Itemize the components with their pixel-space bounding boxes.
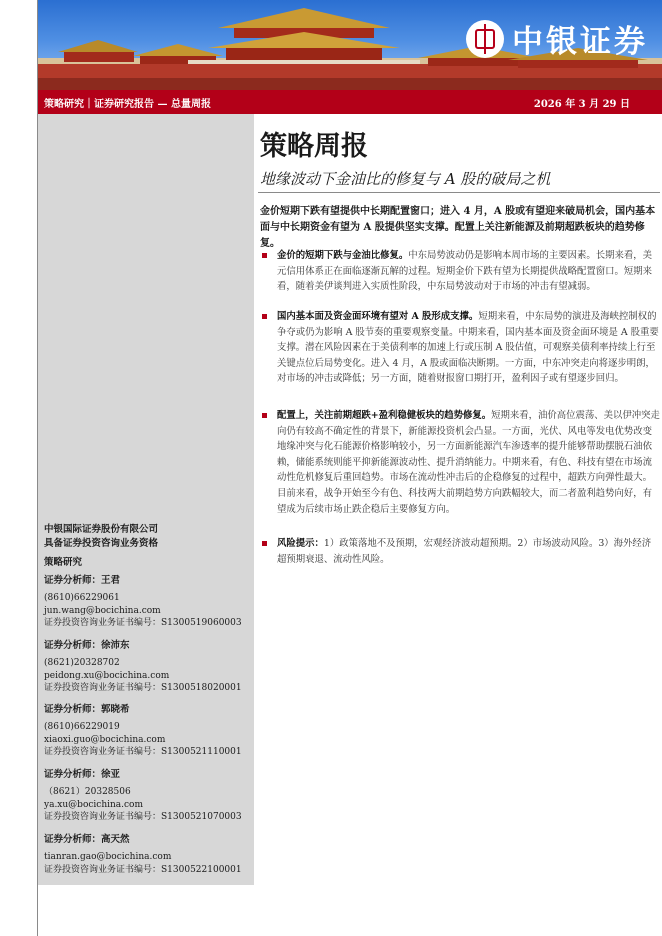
- analyst-card: [44, 575, 242, 630]
- analyst-card: [44, 834, 242, 876]
- key-point: [260, 309, 660, 387]
- key-point-lead: 金价的短期下跌与金油比修复。: [277, 250, 409, 261]
- boc-logo-icon: [466, 20, 504, 58]
- key-point: [260, 536, 660, 567]
- key-point-lead: 国内基本面及资金面环境有望对 A 股形成支撑。: [277, 311, 479, 322]
- analyst-cert: 证券投资咨询业务证书编号：S1300522100001: [44, 864, 242, 875]
- company-name: 中银国际证券股份有限公司: [44, 524, 159, 535]
- analyst-card: [44, 640, 242, 695]
- analyst-email[interactable]: ya.xu@bocichina.com: [44, 799, 144, 810]
- analyst-name: 证券分析师：郭晓希: [44, 704, 130, 715]
- analyst-email[interactable]: peidong.xu@bocichina.com: [44, 670, 170, 681]
- analyst-name: 证券分析师：徐沛东: [44, 640, 130, 651]
- key-point-lead: 风险提示：: [277, 538, 324, 549]
- bullet-square-icon: [262, 253, 267, 258]
- key-point-body: 1）政策落地不及预期，宏观经济波动超预期。2）市场波动风险。3）海外经济超预期衰退、流动性风险。: [277, 538, 652, 565]
- analyst-name: 证券分析师：王君: [44, 575, 121, 586]
- department: 策略研究: [44, 557, 83, 568]
- analyst-card: [44, 769, 242, 824]
- header-bar: [38, 90, 662, 114]
- analyst-email[interactable]: tianran.gao@bocichina.com: [44, 852, 172, 863]
- key-point: [260, 248, 660, 295]
- report-title: 策略周报: [260, 131, 368, 162]
- analyst-email[interactable]: xiaoxi.guo@bocichina.com: [44, 734, 166, 745]
- analyst-card: [44, 704, 242, 759]
- analyst-phone: (8610)66229019: [44, 722, 120, 733]
- bullet-square-icon: [262, 541, 267, 546]
- report-date: 2026 年 3 月 29 日: [533, 98, 630, 110]
- sidebar: [38, 114, 254, 885]
- analyst-name: 证券分析师：高天然: [44, 834, 130, 845]
- analyst-cert: 证券投资咨询业务证书编号：S1300519060003: [44, 618, 242, 629]
- company-info: [44, 523, 158, 570]
- analyst-phone: （8621）20328506: [44, 787, 131, 798]
- qualification: 具备证券投资咨询业务资格: [44, 538, 159, 549]
- breadcrumb: 策略研究｜证券研究报告 — 总量周报: [44, 98, 211, 110]
- brand-logo: [466, 16, 648, 61]
- key-point-body: 短期来看，油价高位震荡、美以伊冲突走向仍有较高不确定性的背景下，新能源投资机会凸显。一方面，光伏、风电等发电优势改变地缘冲突与化石能源价格影响较小，另一方面新能源汽车渗透率的提升能够帮助摆脱石油依赖，储能系统则能平抑新能源波动性、提升消纳能力。中期来看，有色、科技有望在市场流动性危机修复后重回趋势。市场在流动性冲击后的企稳修复的过程中，超跌方向弹性最大。目前来看，战争开始至今有色、科技两大前期趋势方向跌幅较大，而二者盈利趋势向好，有望成为后续市场止跌企稳后主要修复方向。: [277, 410, 660, 515]
- analyst-cert: 证券投资咨询业务证书编号：S1300518020001: [44, 683, 242, 694]
- key-point-lead: 配置上，关注前期超跌+盈利稳健板块的趋势修复。: [277, 410, 492, 421]
- report-abstract: 金价短期下跌有望提供中长期配置窗口；进入 4 月，A 股或有望迎来破局机会，国内基本面与中长期资金有望为 A 股提供坚实支撑。配置上关注新能源及前期超跌板块的趋势修复。: [260, 206, 656, 249]
- bullet-square-icon: [262, 314, 267, 319]
- analyst-name: 证券分析师：徐亚: [44, 769, 121, 780]
- key-point: [260, 408, 660, 517]
- key-point-body: 中东局势波动仍是影响本周市场的主要因素。长期来看，美元信用体系正在面临逐渐瓦解的过程。短期金价下跌有望为长期提供战略配置窗口。短期来看，随着美伊谈判进入实质性阶段，中东局势波动对于市场的冲击有望减弱。: [277, 250, 653, 293]
- header-banner: [38, 0, 662, 90]
- title-divider: [258, 192, 660, 193]
- analyst-phone: (8621)20328702: [44, 658, 120, 669]
- report-subtitle: 地缘波动下金油比的修复与 A 股的破局之机: [260, 170, 551, 188]
- brand-name: 中银证券: [512, 24, 648, 60]
- key-point-body: 短期来看，中东局势的演进及海峡控制权的争夺或仍为影响 A 股节奏的重要观察变量。中期来看，国内基本面及资金面环境是 A 股重要支撑。潜在风险因素在于美债利率的加速上行或压制 A 股估值，可观察美债利率持续上行至关键点位后局势变化。进入 4 月，A 股或面临决断期。一方面，中东冲突走向将逐步明朗，对市场的冲击或降低；另一方面，随着财报窗口期打开，盈利因子或有望逐步回归。: [277, 311, 659, 385]
- bullet-square-icon: [262, 413, 267, 418]
- analyst-phone: (8610)66229061: [44, 593, 120, 604]
- analyst-cert: 证券投资咨询业务证书编号：S1300521070003: [44, 812, 242, 823]
- analyst-email[interactable]: jun.wang@bocichina.com: [44, 605, 161, 616]
- analyst-cert: 证券投资咨询业务证书编号：S1300521110001: [44, 747, 242, 758]
